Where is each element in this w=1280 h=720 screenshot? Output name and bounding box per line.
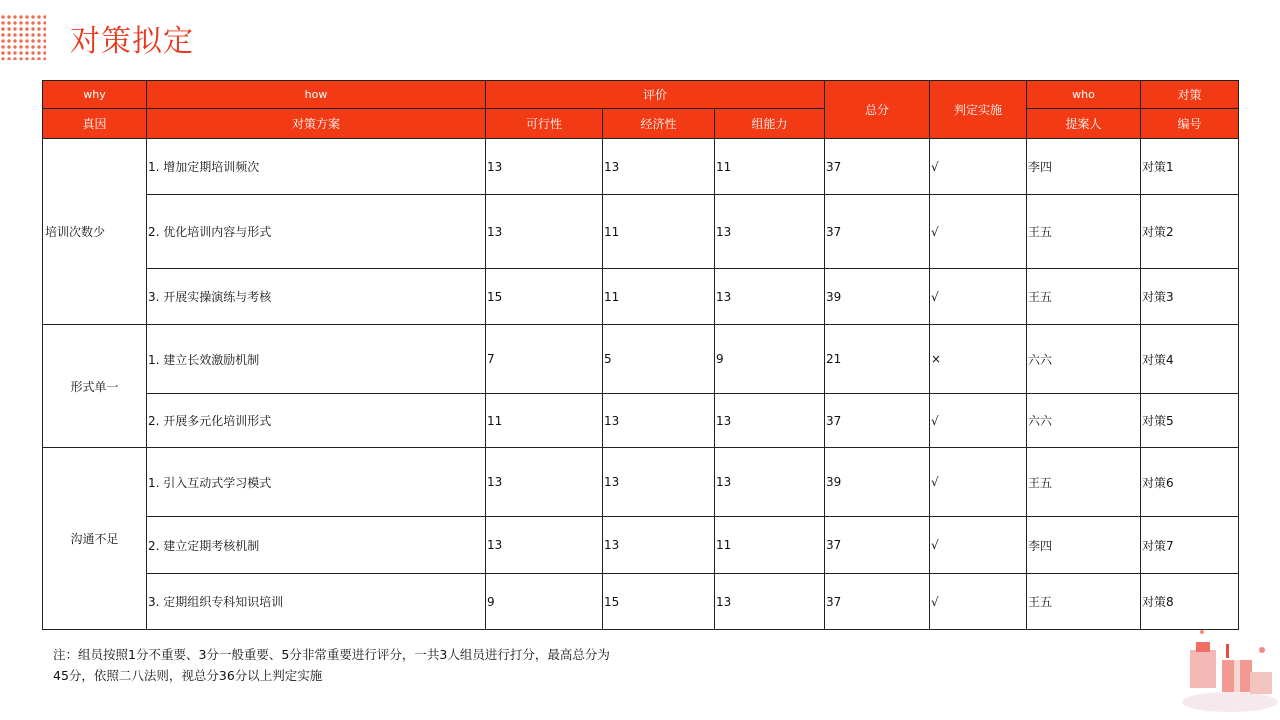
number-cell: 对策5 [1141, 394, 1239, 448]
header-feasibility: 可行性 [486, 109, 603, 139]
header-capability: 组能力 [715, 109, 825, 139]
header-measure: 对策 [1141, 81, 1239, 109]
decision-cell: √ [930, 517, 1027, 574]
number-cell: 对策6 [1141, 448, 1239, 517]
plan-cell: 1. 增加定期培训频次 [147, 139, 486, 195]
decision-cell: √ [930, 269, 1027, 325]
cause-cell: 培训次数少 [43, 139, 147, 325]
economy-cell: 11 [603, 195, 715, 269]
total-cell: 37 [825, 394, 930, 448]
economy-cell: 15 [603, 574, 715, 630]
capability-cell: 13 [715, 195, 825, 269]
capability-cell: 13 [715, 574, 825, 630]
economy-cell: 13 [603, 139, 715, 195]
number-cell: 对策7 [1141, 517, 1239, 574]
table-row [43, 394, 1239, 448]
total-cell: 39 [825, 269, 930, 325]
cause-cell: 沟通不足 [43, 448, 147, 630]
table-row [43, 448, 1239, 517]
proposer-cell: 王五 [1027, 195, 1141, 269]
capability-cell: 11 [715, 517, 825, 574]
decision-cell: √ [930, 574, 1027, 630]
capability-cell: 9 [715, 325, 825, 394]
footnote-line-2: 45分，依照二八法则，视总分36分以上判定实施 [53, 668, 323, 683]
proposer-cell: 王五 [1027, 269, 1141, 325]
header-why: why [43, 81, 147, 109]
economy-cell: 5 [603, 325, 715, 394]
capability-cell: 13 [715, 394, 825, 448]
capability-cell: 11 [715, 139, 825, 195]
table-row [43, 195, 1239, 269]
feasibility-cell: 15 [486, 269, 603, 325]
proposer-cell: 李四 [1027, 517, 1141, 574]
plan-cell: 1. 建立长效激励机制 [147, 325, 486, 394]
total-cell: 37 [825, 195, 930, 269]
capability-cell: 13 [715, 269, 825, 325]
plan-cell: 1. 引入互动式学习模式 [147, 448, 486, 517]
number-cell: 对策4 [1141, 325, 1239, 394]
proposer-cell: 王五 [1027, 448, 1141, 517]
decision-cell: √ [930, 394, 1027, 448]
table-row [43, 269, 1239, 325]
proposer-cell: 王五 [1027, 574, 1141, 630]
feasibility-cell: 13 [486, 195, 603, 269]
total-cell: 21 [825, 325, 930, 394]
feasibility-cell: 9 [486, 574, 603, 630]
table-row [43, 325, 1239, 394]
number-cell: 对策3 [1141, 269, 1239, 325]
proposer-cell: 六六 [1027, 325, 1141, 394]
decision-cell: √ [930, 448, 1027, 517]
decision-cell: √ [930, 195, 1027, 269]
plan-cell: 2. 建立定期考核机制 [147, 517, 486, 574]
number-cell: 对策8 [1141, 574, 1239, 630]
header-plan: 对策方案 [147, 109, 486, 139]
proposer-cell: 六六 [1027, 394, 1141, 448]
plan-cell: 3. 开展实操演练与考核 [147, 269, 486, 325]
header-who: who [1027, 81, 1141, 109]
feasibility-cell: 13 [486, 139, 603, 195]
decision-cell: × [930, 325, 1027, 394]
decorative-dot-pattern [0, 14, 46, 60]
table-row [43, 574, 1239, 630]
number-cell: 对策1 [1141, 139, 1239, 195]
plan-cell: 2. 开展多元化培训形式 [147, 394, 486, 448]
header-total: 总分 [825, 81, 930, 139]
total-cell: 37 [825, 517, 930, 574]
proposer-cell: 李四 [1027, 139, 1141, 195]
header-evaluation: 评价 [486, 81, 825, 109]
table-row [43, 517, 1239, 574]
economy-cell: 13 [603, 517, 715, 574]
footnote [53, 644, 693, 686]
economy-cell: 11 [603, 269, 715, 325]
feasibility-cell: 7 [486, 325, 603, 394]
decision-cell: √ [930, 139, 1027, 195]
table-row [43, 139, 1239, 195]
header-decision: 判定实施 [930, 81, 1027, 139]
decorative-gift-illustration [1130, 610, 1280, 720]
page-title: 对策拟定 [70, 24, 194, 59]
economy-cell: 13 [603, 394, 715, 448]
header-economy: 经济性 [603, 109, 715, 139]
capability-cell: 13 [715, 448, 825, 517]
header-how: how [147, 81, 486, 109]
plan-cell: 2. 优化培训内容与形式 [147, 195, 486, 269]
header-cause: 真因 [43, 109, 147, 139]
header-proposer: 提案人 [1027, 109, 1141, 139]
feasibility-cell: 11 [486, 394, 603, 448]
total-cell: 37 [825, 574, 930, 630]
economy-cell: 13 [603, 448, 715, 517]
feasibility-cell: 13 [486, 517, 603, 574]
countermeasure-table [42, 80, 1239, 630]
footnote-line-1: 注：组员按照1分不重要、3分一般重要、5分非常重要进行评分，一共3人组员进行打分，最高总分为 [53, 647, 610, 662]
total-cell: 37 [825, 139, 930, 195]
plan-cell: 3. 定期组织专科知识培训 [147, 574, 486, 630]
number-cell: 对策2 [1141, 195, 1239, 269]
feasibility-cell: 13 [486, 448, 603, 517]
header-number: 编号 [1141, 109, 1239, 139]
total-cell: 39 [825, 448, 930, 517]
cause-cell: 形式单一 [43, 325, 147, 448]
